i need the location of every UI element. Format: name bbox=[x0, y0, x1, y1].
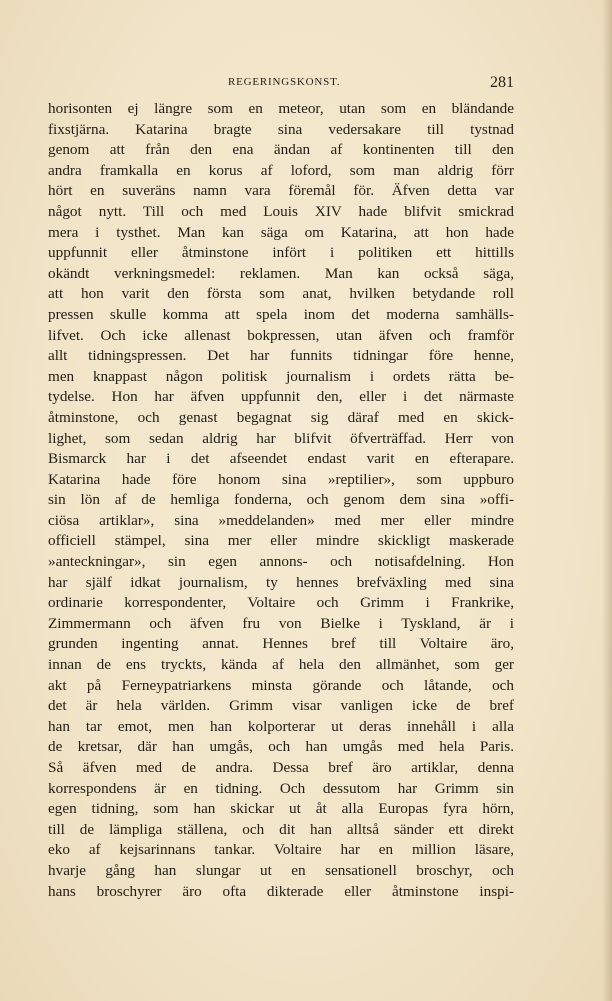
text-line: de kretsar, där han umgås, och han umgås med hela Paris. bbox=[48, 738, 514, 756]
text-line: att hon varit den första som anat, hvilken betydande roll bbox=[48, 285, 514, 303]
text-line: Zimmermann och äfven fru von Bielke i Tyskland, är i bbox=[48, 614, 514, 632]
text-line: det är hela världen. Grimm visar vanligen icke de bref bbox=[48, 697, 514, 715]
text-line: Så äfven med de andra. Dessa bref äro artiklar, denna bbox=[48, 759, 514, 776]
text-line: »anteckningar», sin egen annons- och notisafdelning. Hon bbox=[48, 553, 514, 571]
text-line: mera i tysthet. Man kan säga om Katarina, att hon hade bbox=[48, 223, 514, 241]
text-line: akt på Ferneypatriarkens minsta görande och låtande, och bbox=[48, 676, 514, 694]
running-title: REGERINGSKONST. bbox=[228, 76, 341, 88]
text-line: andra framkalla en korus af loford, som man aldrig förr bbox=[48, 161, 514, 179]
text-line: korrespondens är en tidning. Och dessutom har Grimm sin bbox=[48, 779, 514, 797]
text-line: okändt verkningsmedel: reklamen. Man kan också säga, bbox=[48, 264, 514, 282]
text-line: Bismarck har i det afseendet endast varit en efterapare. bbox=[48, 450, 514, 468]
text-line: ordinarie korrespondenter, Voltaire och Grimm i Frankrike, bbox=[48, 594, 514, 612]
text-line: Katarina hade före honom sina »reptilier», som uppburo bbox=[48, 470, 514, 488]
text-line: pressen skulle komma att spela inom det moderna samhälls- bbox=[48, 305, 514, 323]
text-line: ciösa artiklar», sina »meddelanden» med mer eller mindre bbox=[48, 511, 514, 529]
text-line: men knappast någon politisk journalism i ordets rätta be- bbox=[48, 367, 514, 385]
text-line: innan de ens tryckts, kända af hela den allmänhet, som ger bbox=[48, 656, 514, 674]
text-line: fixstjärna. Katarina bragte sina vedersakare till tystnad bbox=[48, 120, 514, 138]
running-header bbox=[48, 74, 514, 94]
body-text bbox=[48, 99, 514, 902]
text-line: egen tidning, som han skickar ut åt alla Europas fyra hörn, bbox=[48, 800, 514, 818]
page-number: 281 bbox=[490, 74, 514, 91]
text-line: lighet, som sedan aldrig har blifvit öfverträffad. Herr von bbox=[48, 429, 514, 447]
text-line: hans broschyrer äro ofta dikterade eller åtminstone inspi- bbox=[48, 882, 514, 900]
text-line: uppfunnit eller åtminstone infört i politiken ett hittills bbox=[48, 244, 514, 262]
text-line: har själf idkat journalism, ty hennes brefväxling med sina bbox=[48, 573, 514, 591]
text-line: något nytt. Till och med Louis XIV hade blifvit smickrad bbox=[48, 202, 514, 220]
text-line: han tar emot, men han kolporterar ut deras innehåll i alla bbox=[48, 717, 514, 735]
text-line: officiell stämpel, sina mer eller mindre skickligt maskerade bbox=[48, 532, 514, 550]
text-line: lifvet. Och icke allenast bokpressen, utan äfven och framför bbox=[48, 326, 514, 344]
text-line: åtminstone, och genast begagnat sig däraf med en skick- bbox=[48, 408, 514, 426]
text-line: allt tidningspressen. Det har funnits tidningar före henne, bbox=[48, 347, 514, 365]
text-line: hört en suveräns namn vara föremål för. Äfven detta var bbox=[48, 182, 514, 200]
text-line: till de lämpliga ställena, och dit han alltså sänder ett direkt bbox=[48, 820, 514, 838]
text-line: eko af kejsarinnans tankar. Voltaire har en million läsare, bbox=[48, 841, 514, 859]
text-line: tydelse. Hon har äfven uppfunnit den, eller i det närmaste bbox=[48, 388, 514, 406]
text-line: sin lön af de hemliga fonderna, och genom dem sina »offi- bbox=[48, 491, 514, 509]
text-line: genom att från den ena ändan af kontinenten till den bbox=[48, 141, 514, 159]
text-line: grunden ingenting annat. Hennes bref till Voltaire äro, bbox=[48, 635, 514, 653]
text-line: hvarje gång han slungar ut en sensationell broschyr, och bbox=[48, 861, 514, 879]
text-line: horisonten ej längre som en meteor, utan som en bländande bbox=[48, 100, 514, 117]
